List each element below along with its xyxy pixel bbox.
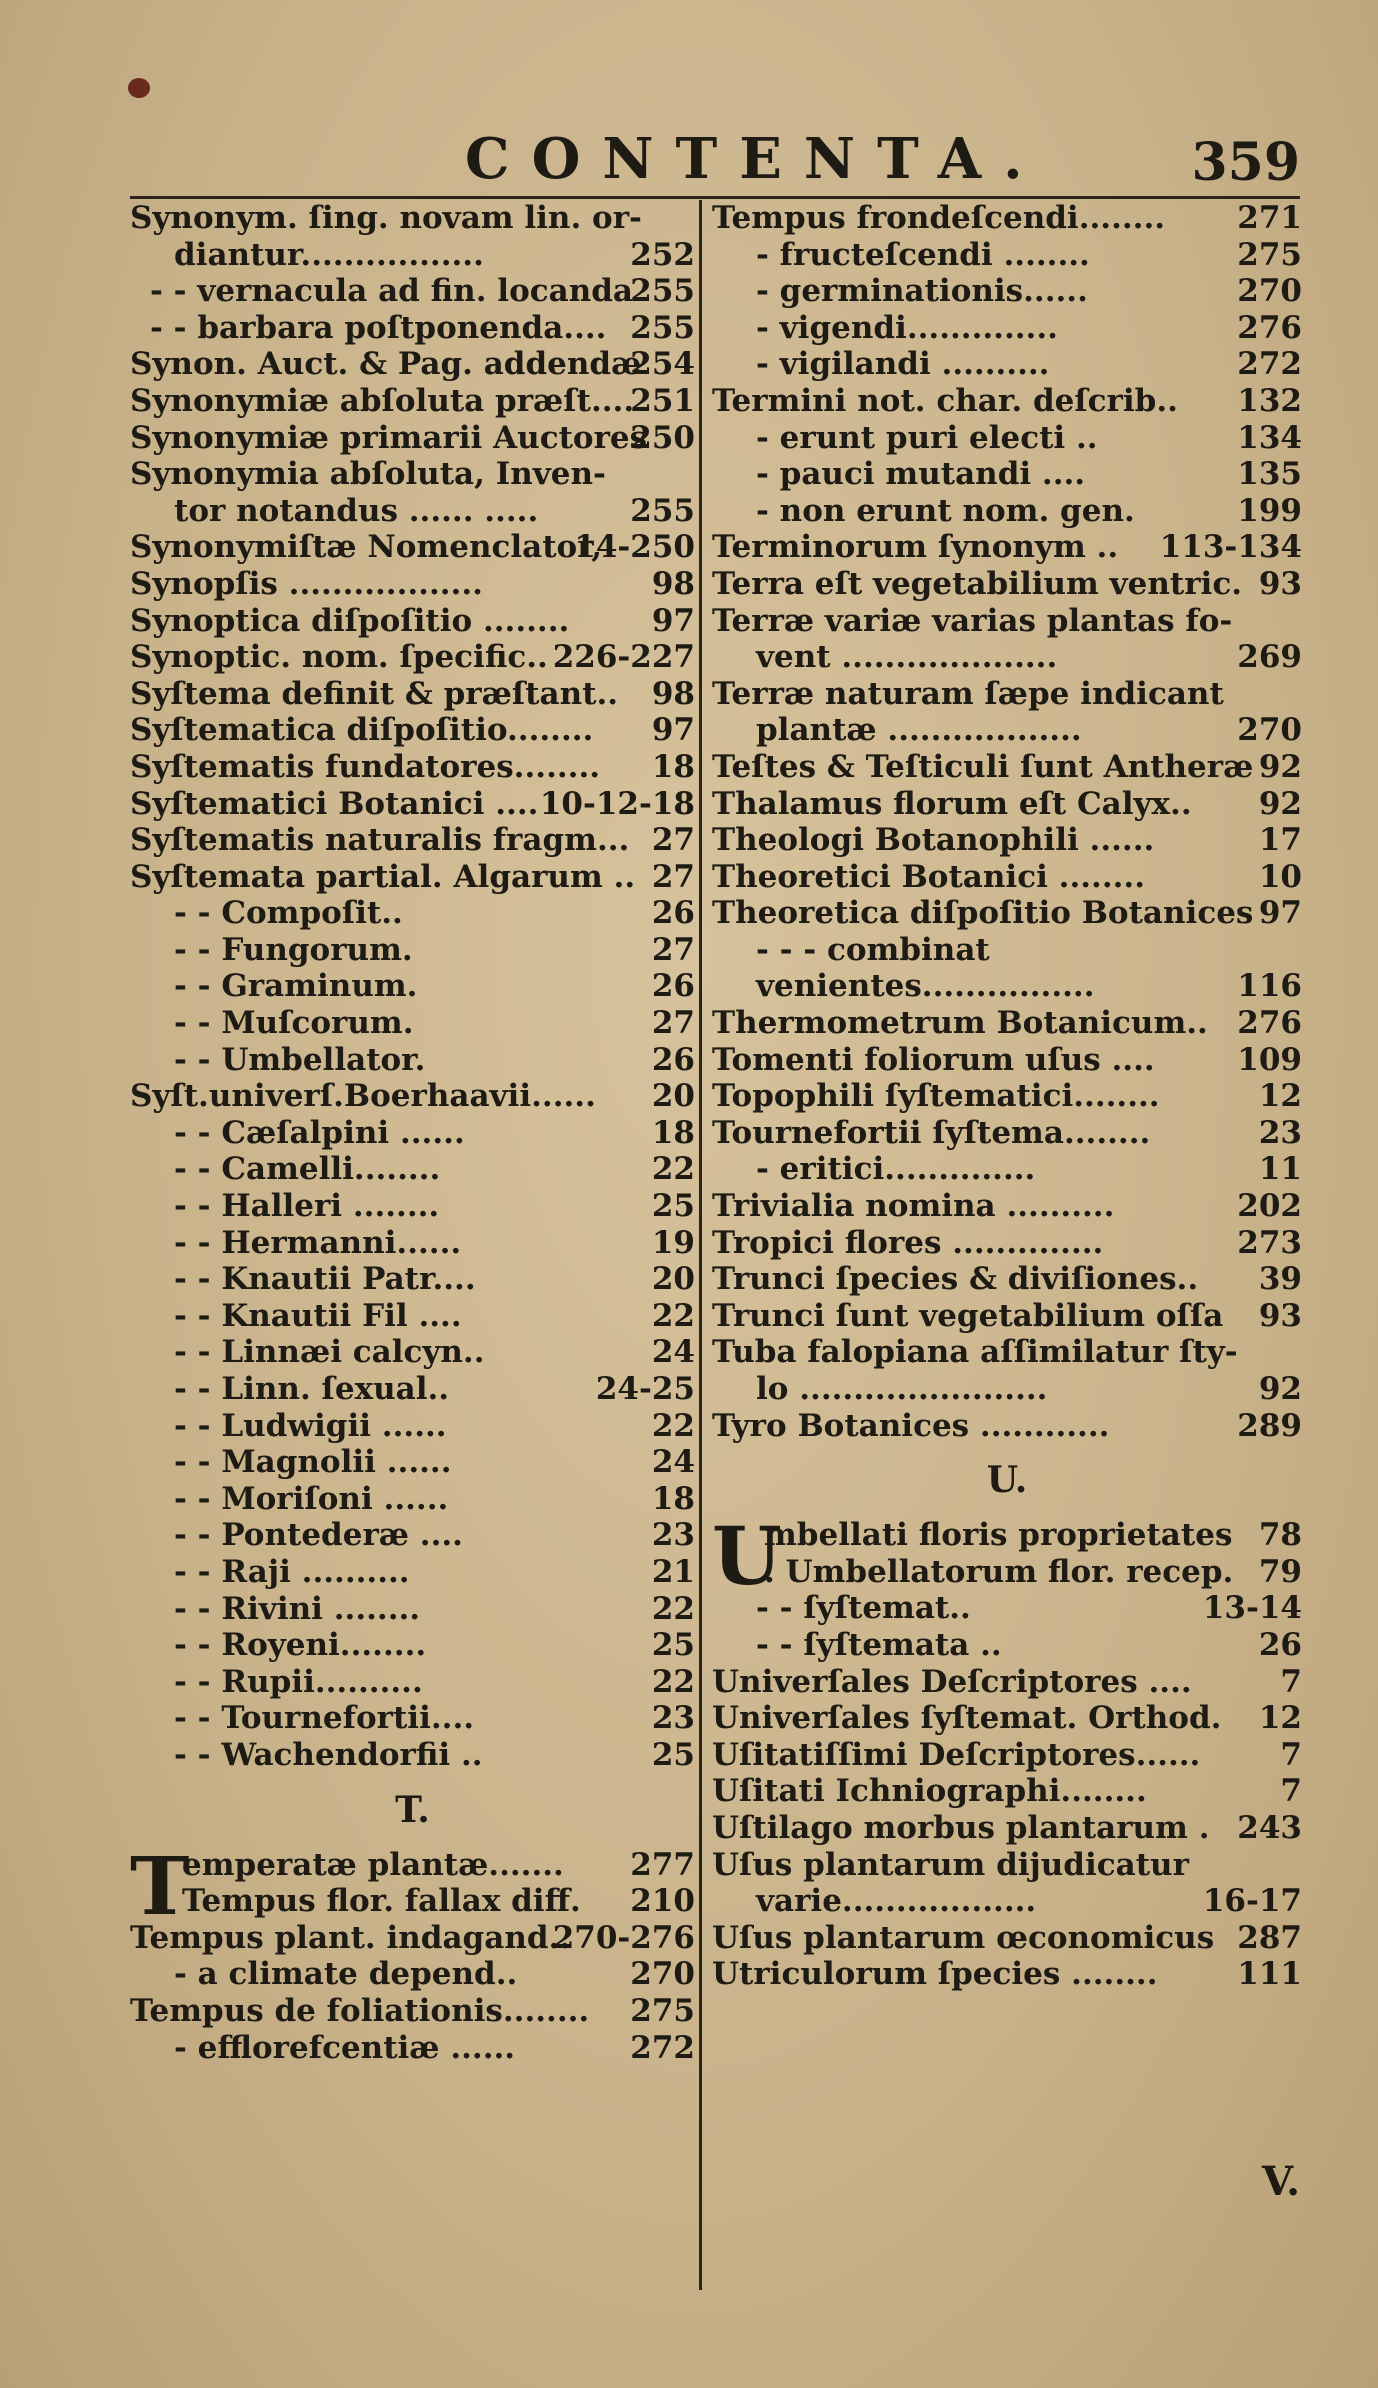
entry-text: Synonymiſtæ Nomenclator, [130, 529, 603, 566]
index-entry [130, 1993, 695, 2030]
entry-text: Tomenti foliorum uſus .... [712, 1041, 1155, 1078]
entry-page: 17 [1258, 822, 1302, 859]
index-entry [712, 383, 1302, 420]
index-entry [130, 859, 695, 896]
entry-text: - - ſyſtemata .. [756, 1626, 1002, 1663]
index-entry [130, 1591, 695, 1628]
index-entry [712, 1700, 1302, 1737]
index-entry [130, 1298, 695, 1335]
entry-page: 20 [651, 1078, 695, 1115]
entry-page: 277 [630, 1846, 695, 1883]
index-entry [130, 310, 695, 347]
entry-page: 16-17 [1202, 1883, 1302, 1920]
entry-page: 22 [651, 1663, 695, 1700]
entry-page: 275 [630, 1992, 695, 2029]
index-entry [712, 676, 1302, 713]
index-entry [130, 1517, 695, 1554]
entry-page: 250 [630, 419, 695, 456]
entry-page: 109 [1237, 1041, 1302, 1078]
entry-page: 22 [651, 1407, 695, 1444]
entry-page: 27 [651, 858, 695, 895]
entry-page: 13-14 [1202, 1590, 1302, 1627]
index-entry [712, 895, 1302, 932]
entry-text: diantur................. [174, 236, 484, 273]
entry-text: emperatæ plantæ....... [182, 1846, 564, 1883]
index-entry [130, 639, 695, 676]
entry-text: Synonymiæ primarii Auctores [130, 419, 648, 456]
index-entry [712, 273, 1302, 310]
index-entry [130, 273, 695, 310]
entry-page: 255 [630, 273, 695, 310]
index-entry [712, 786, 1302, 823]
entry-page: 273 [1237, 1224, 1302, 1261]
entry-text: Uſus plantarum œconomicus [712, 1919, 1215, 1956]
drop-cap: T [130, 1838, 190, 1933]
index-entry [130, 1554, 695, 1591]
entry-page: 93 [1258, 565, 1302, 602]
index-entry [712, 420, 1302, 457]
entry-page: 18 [651, 748, 695, 785]
entry-text: Terra eſt vegetabilium ventric. [712, 565, 1242, 602]
index-entry [130, 346, 695, 383]
index-entry [712, 1261, 1302, 1298]
entry-page: 252 [630, 236, 695, 273]
index-entry [130, 456, 695, 493]
entry-page: 39 [1258, 1261, 1302, 1298]
entry-text: Univerſales Deſcriptores .... [712, 1663, 1192, 1700]
entry-page: 251 [630, 382, 695, 419]
entry-text: Trunci ſunt vegetabilium oſſa [712, 1297, 1224, 1334]
entry-text: - - Compoſit.. [174, 895, 403, 932]
index-entry [712, 1883, 1302, 1920]
entry-page: 23 [651, 1700, 695, 1737]
index-entry [130, 1481, 695, 1518]
index-entry [130, 1627, 695, 1664]
index-entry [712, 493, 1302, 530]
entry-text: - pauci mutandi .... [756, 456, 1086, 493]
entry-text: Tempus plant. indagand.. [130, 1919, 571, 1956]
index-entry [130, 1261, 695, 1298]
index-entry [130, 1408, 695, 1445]
entry-page: 21 [651, 1553, 695, 1590]
entry-text: Tyro Botanices ............ [712, 1407, 1110, 1444]
entry-page: 27 [651, 1005, 695, 1042]
index-entry [712, 1225, 1302, 1262]
entry-text: - - Moriſoni ...... [174, 1480, 449, 1517]
entry-text: - - Cæſalpini ...... [174, 1114, 465, 1151]
index-entry [130, 1078, 695, 1115]
index-entry [130, 1334, 695, 1371]
entry-text: - - Graminum. [174, 968, 418, 1005]
index-entry [130, 493, 695, 530]
index-entry [130, 1225, 695, 1262]
entry-page: 7 [1280, 1663, 1302, 1700]
entry-page: 199 [1237, 492, 1302, 529]
index-entry [130, 1920, 695, 1957]
entry-page: 226-227 [552, 639, 695, 676]
entry-text: - - Camelli........ [174, 1151, 441, 1188]
entry-page: 98 [651, 675, 695, 712]
entry-page: 22 [651, 1297, 695, 1334]
entry-page: 22 [651, 1151, 695, 1188]
index-entry [130, 200, 695, 237]
entry-text: Theoretica diſpoſitio Botanices [712, 895, 1254, 932]
index-entry [130, 566, 695, 603]
entry-text: plantæ .................. [756, 712, 1082, 749]
entry-text: - - Magnolii ...... [174, 1444, 452, 1481]
entry-page: 7 [1280, 1773, 1302, 1810]
entry-text: - - Rivini ........ [174, 1590, 421, 1627]
catchword: V. [1262, 2158, 1300, 2205]
entry-page: 25 [651, 1736, 695, 1773]
entry-text: - - Tournefortii.... [174, 1700, 475, 1737]
entry-text: - - Rupii.......... [174, 1663, 423, 1700]
index-entry [712, 1371, 1302, 1408]
index-entry [712, 749, 1302, 786]
index-entry [712, 1810, 1302, 1847]
entry-page: 78 [1258, 1517, 1302, 1554]
entry-page: 19 [651, 1224, 695, 1261]
index-entry [712, 1115, 1302, 1152]
entry-page: 113-134 [1159, 529, 1302, 566]
entry-text: tor notandus ...... ..... [174, 492, 539, 529]
entry-page: 255 [630, 492, 695, 529]
entry-text: Thalamus florum eſt Calyx.. [712, 785, 1192, 822]
entry-page: 270 [630, 1956, 695, 1993]
entry-text: Synon. Auct. & Pag. addendæ [130, 346, 642, 383]
entry-page: 27 [651, 822, 695, 859]
entry-page: 92 [1258, 1371, 1302, 1407]
index-entry [130, 1700, 695, 1737]
entry-text: Synopſis .................. [130, 565, 483, 602]
entry-page: 270 [1237, 712, 1302, 749]
entry-text: Uſus plantarum dijudicatur [712, 1846, 1189, 1883]
entry-page: 270 [1237, 273, 1302, 310]
index-entry [712, 1920, 1302, 1957]
index-entry [712, 566, 1302, 603]
column-divider [699, 200, 702, 2290]
index-entry [130, 749, 695, 786]
entry-text: Tempus frondeſcendi........ [712, 200, 1166, 236]
index-entry [712, 712, 1302, 749]
index-entry [130, 895, 695, 932]
entry-text: - - Ludwigii ...... [174, 1407, 447, 1444]
entry-page: 271 [1237, 200, 1302, 236]
index-entry [712, 1408, 1302, 1445]
index-entry [712, 1847, 1302, 1884]
index-entry [130, 603, 695, 640]
entry-page: 25 [651, 1188, 695, 1225]
index-entry [130, 1883, 695, 1920]
index-entry [130, 237, 695, 274]
entry-text: - a climate depend.. [174, 1956, 518, 1993]
entry-text: Terræ naturam ſæpe indicant [712, 675, 1224, 712]
entry-text: - - Fungorum. [174, 931, 413, 968]
entry-text: Synonym. ſing. novam lin. or- [130, 200, 642, 236]
entry-text: Synonymia abſoluta, Inven- [130, 456, 606, 493]
entry-page: 93 [1258, 1297, 1302, 1334]
entry-text: - - Linnæi calcyn.. [174, 1334, 485, 1371]
entry-page: 26 [651, 968, 695, 1005]
right-column [712, 200, 1302, 1993]
entry-page: 287 [1237, 1919, 1302, 1956]
index-entry [712, 1773, 1302, 1810]
index-entry [130, 968, 695, 1005]
entry-page: 92 [1258, 748, 1302, 785]
entry-page: 10 [1258, 858, 1302, 895]
entry-page: 18 [651, 1114, 695, 1151]
index-entry [712, 1334, 1302, 1371]
entry-page: 276 [1237, 1005, 1302, 1042]
entry-text: - - Raji .......... [174, 1553, 410, 1590]
entry-page: 116 [1237, 968, 1302, 1005]
index-entry [712, 639, 1302, 676]
entry-text: - - Wachendorfii .. [174, 1736, 483, 1773]
entry-page: 24 [651, 1334, 695, 1371]
entry-text: Thermometrum Botanicum.. [712, 1005, 1208, 1042]
index-entry [712, 1554, 1302, 1591]
entry-page: 276 [1237, 309, 1302, 346]
index-entry [130, 712, 695, 749]
entry-text: - fructeſcendi ........ [756, 236, 1090, 273]
entry-page: 97 [651, 712, 695, 749]
entry-text: Terræ variæ varias plantas fo- [712, 602, 1233, 639]
entry-page: 24 [651, 1444, 695, 1481]
entry-text: - - Linn. ſexual.. [174, 1371, 450, 1407]
entry-text: - germinationis...... [756, 273, 1088, 310]
entry-text: Termini not. char. deſcrib.. [712, 382, 1178, 419]
entry-text: Syſtematis naturalis fragm... [130, 822, 630, 859]
entry-page: 111 [1237, 1956, 1302, 1993]
entry-page: 12 [1258, 1078, 1302, 1115]
index-entry [130, 1042, 695, 1079]
entry-text: Tuba falopiana aſſimilatur ſty- [712, 1334, 1238, 1371]
section-letter: T. [395, 1788, 430, 1831]
index-entry [130, 1737, 695, 1774]
entry-text: Tempus flor. fallax diff. [182, 1883, 581, 1920]
index-entry [712, 1005, 1302, 1042]
entry-page: 14-250 [574, 529, 695, 566]
section-letter: U. [986, 1459, 1028, 1502]
index-entry [130, 822, 695, 859]
entry-page: 18 [651, 1480, 695, 1517]
index-entry [130, 1444, 695, 1481]
entry-text: Utriculorum ſpecies ........ [712, 1956, 1158, 1993]
entry-text: - - Knautii Patr.... [174, 1261, 476, 1298]
entry-page: 98 [651, 565, 695, 602]
entry-page: 27 [651, 931, 695, 968]
entry-text: Tempus de foliationis........ [130, 1992, 590, 2029]
entry-page: 12 [1258, 1700, 1302, 1737]
index-entry [712, 237, 1302, 274]
entry-page: 10-12-18 [539, 785, 695, 822]
index-entry [130, 676, 695, 713]
entry-text: - - Knautii Fil .... [174, 1297, 462, 1334]
entry-page: 79 [1258, 1553, 1302, 1590]
entry-text: Synonymiæ abſoluta præſt.... [130, 382, 635, 419]
index-entry [130, 1371, 695, 1408]
page-number: 359 [1191, 132, 1300, 193]
entry-text: vent .................... [756, 639, 1058, 676]
entry-page: 11 [1258, 1151, 1302, 1188]
entry-text: Theoretici Botanici ........ [712, 858, 1145, 895]
index-entry [712, 1188, 1302, 1225]
left-column [130, 200, 695, 2066]
entry-text: - - barbara poſtponenda.... [150, 309, 607, 346]
entry-text: Trunci ſpecies & diviſiones.. [712, 1261, 1199, 1298]
entry-text: - vigilandi .......... [756, 346, 1050, 383]
index-entry [712, 1627, 1302, 1664]
entry-page: 270-276 [552, 1919, 695, 1956]
drop-cap: U [712, 1509, 782, 1604]
entry-page: 275 [1237, 236, 1302, 273]
entry-text: Synoptic. nom. ſpecific.. [130, 639, 548, 676]
index-entry [712, 1737, 1302, 1774]
entry-page: 289 [1237, 1407, 1302, 1444]
index-entry [712, 200, 1302, 237]
index-entry [130, 932, 695, 969]
index-entry [130, 529, 695, 566]
index-entry [130, 1005, 695, 1042]
entry-text: - eritici.............. [756, 1151, 1036, 1188]
entry-page: 23 [651, 1517, 695, 1554]
header-rule [130, 196, 1300, 199]
index-entry [130, 1188, 695, 1225]
entry-text: Tournefortii ſyſtema........ [712, 1114, 1151, 1151]
entry-page: 26 [651, 1041, 695, 1078]
entry-text: Syſtema definit & præſtant.. [130, 675, 619, 712]
entry-page: 97 [651, 602, 695, 639]
entry-page: 269 [1237, 639, 1302, 676]
index-entry [130, 1115, 695, 1152]
entry-page: 134 [1237, 419, 1302, 456]
entry-page: 26 [1258, 1626, 1302, 1663]
entry-page: 22 [651, 1590, 695, 1627]
index-entry [712, 822, 1302, 859]
entry-page: 255 [630, 309, 695, 346]
index-entry [712, 1078, 1302, 1115]
index-entry [130, 1956, 695, 1993]
index-entry [712, 310, 1302, 347]
index-entry [712, 346, 1302, 383]
entry-page: 97 [1258, 895, 1302, 932]
entry-text: Syſt.univerſ.Boerhaavii...... [130, 1078, 596, 1115]
entry-text: mbellati floris proprietates [764, 1517, 1233, 1554]
index-entry [712, 1664, 1302, 1701]
index-entry [130, 1151, 695, 1188]
ink-stain [128, 78, 150, 98]
entry-text: - - - combinat [756, 931, 990, 968]
entry-text: - efflorefcentiæ ...... [174, 2029, 516, 2066]
entry-text: Syſtematici Botanici .... [130, 785, 539, 822]
index-entry [130, 786, 695, 823]
entry-text: - vigendi.............. [756, 309, 1058, 346]
entry-text: Syſtematica diſpoſitio........ [130, 712, 594, 749]
entry-text: - - Muſcorum. [174, 1005, 414, 1042]
entry-page: 210 [630, 1883, 695, 1920]
entry-text: - non erunt nom. gen. [756, 492, 1135, 529]
entry-text: - - Halleri ........ [174, 1188, 440, 1225]
index-entry [712, 1151, 1302, 1188]
entry-page: 254 [630, 346, 695, 383]
entry-text: Syſtematis fundatores........ [130, 748, 601, 785]
entry-text: - - Umbellator. [174, 1041, 426, 1078]
entry-page: 7 [1280, 1736, 1302, 1773]
entry-text: Synoptica diſpoſitio ........ [130, 602, 570, 639]
entry-text: varie.................. [756, 1883, 1037, 1920]
index-entry [712, 456, 1302, 493]
entry-text: - - Pontederæ .... [174, 1517, 463, 1554]
entry-page: 25 [651, 1627, 695, 1664]
entry-text: Theologi Botanophili ...... [712, 822, 1155, 859]
index-entry [130, 383, 695, 420]
index-entry [130, 2030, 695, 2067]
entry-page: 202 [1237, 1188, 1302, 1225]
entry-text: Trivialia nomina .......... [712, 1188, 1115, 1225]
page-header [150, 118, 1300, 198]
entry-text: Uſitatiſſimi Deſcriptores...... [712, 1736, 1201, 1773]
index-entry [712, 1042, 1302, 1079]
entry-text: lo ....................... [756, 1371, 1048, 1407]
index-entry [712, 1956, 1302, 1993]
index-entry [712, 1590, 1302, 1627]
index-entry [130, 1664, 695, 1701]
index-entry [712, 529, 1302, 566]
entry-text: - - vernacula ad fin. locanda [150, 273, 634, 310]
entry-page: 132 [1237, 382, 1302, 419]
entry-page: 24-25 [595, 1371, 695, 1407]
index-entry [712, 603, 1302, 640]
entry-text: venientes................ [756, 968, 1095, 1005]
index-entry [712, 968, 1302, 1005]
running-title: CONTENTA. [465, 126, 1045, 192]
entry-text: Syſtemata partial. Algarum .. [130, 858, 636, 895]
entry-text: Univerſales ſyſtemat. Orthod. [712, 1700, 1222, 1737]
entry-page: 135 [1237, 456, 1302, 493]
index-entry [712, 932, 1302, 969]
entry-page: 23 [1258, 1114, 1302, 1151]
entry-text: - - Royeni........ [174, 1627, 427, 1664]
entry-text: Topophili ſyſtematici........ [712, 1078, 1160, 1115]
entry-text: . Umbellatorum flor. recep. [764, 1553, 1234, 1590]
entry-text: - - Hermanni...... [174, 1224, 462, 1261]
entry-text: Tropici flores .............. [712, 1224, 1104, 1261]
entry-page: 92 [1258, 785, 1302, 822]
entry-text: Uſtilago morbus plantarum . [712, 1809, 1210, 1846]
index-entry [130, 420, 695, 457]
entry-page: 243 [1237, 1809, 1302, 1846]
index-entry [712, 1298, 1302, 1335]
entry-page: 20 [651, 1261, 695, 1298]
entry-text: Teſtes & Teſticuli ſunt Antheræ [712, 748, 1254, 785]
entry-text: - erunt puri electi .. [756, 419, 1098, 456]
entry-page: 272 [1237, 346, 1302, 383]
entry-text: Uſitati Ichniographi........ [712, 1773, 1147, 1810]
entry-text: - - ſyſtemat.. [756, 1590, 971, 1627]
entry-page: 272 [630, 2029, 695, 2066]
index-entry [712, 859, 1302, 896]
entry-text: Terminorum ſynonym .. [712, 529, 1119, 566]
entry-page: 26 [651, 895, 695, 932]
